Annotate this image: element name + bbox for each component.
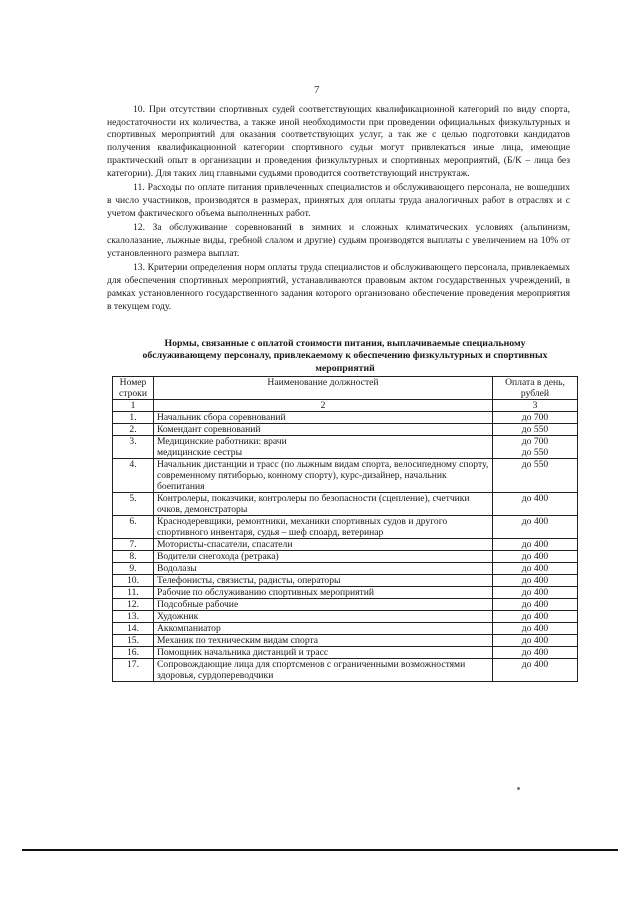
position-name: Водители снегохода (ретрака) — [154, 551, 493, 563]
daily-pay: до 400 — [493, 551, 578, 563]
table-header-row — [113, 377, 578, 400]
table-row — [113, 412, 578, 424]
table-row — [113, 493, 578, 516]
page-number: 7 — [314, 84, 320, 96]
table-row — [113, 659, 578, 682]
position-name: Водолазы — [154, 563, 493, 575]
table-row — [113, 551, 578, 563]
table-row — [113, 587, 578, 599]
daily-pay: до 400 — [493, 611, 578, 623]
row-number: 12. — [113, 599, 154, 611]
daily-pay: до 400 — [493, 623, 578, 635]
daily-pay: до 550 — [493, 459, 578, 493]
row-number: 4. — [113, 459, 154, 493]
daily-pay: до 400 — [493, 563, 578, 575]
daily-pay: до 700 — [493, 412, 578, 424]
row-number: 13. — [113, 611, 154, 623]
norms-table — [112, 376, 578, 682]
table-row — [113, 635, 578, 647]
row-number: 16. — [113, 647, 154, 659]
table-row — [113, 436, 578, 459]
position-name: Аккомпаниатор — [154, 623, 493, 635]
daily-pay: до 400 — [493, 493, 578, 516]
daily-pay: до 400 — [493, 539, 578, 551]
row-number: 9. — [113, 563, 154, 575]
row-number: 5. — [113, 493, 154, 516]
position-name: Медицинские работники: врачи медицинские сестры — [154, 436, 493, 459]
table-row — [113, 599, 578, 611]
position-name: Телефонисты, связисты, радисты, операторы — [154, 575, 493, 587]
paragraph-11: 11. Расходы по оплате питания привлеченных специалистов и обслуживающего персонала, не вошедших в число участников, производятся в размерах, принятых для оплаты труда аналогичных работ в отраслях и с учетом фактического объема выполненных работ. — [107, 182, 570, 219]
position-name: Комендант соревнований — [154, 424, 493, 436]
table-row — [113, 424, 578, 436]
row-number: 17. — [113, 659, 154, 682]
paragraph-13: 13. Критерии определения норм оплаты труда специалистов и обслуживающего персонала, привлекаемых для обеспечения спортивных мероприятий, устанавливаются правовым актом государственных учреждений, в рамках установленного государственного задания которого организовано обеспечение проведения мероприятия в текущем году. — [107, 262, 570, 312]
table-row — [113, 539, 578, 551]
row-number: 14. — [113, 623, 154, 635]
scan-speck — [517, 787, 520, 790]
daily-pay: до 400 — [493, 587, 578, 599]
paragraph-10: 10. При отсутствии спортивных судей соответствующих квалификационной категорий по виду спорта, недостаточности их количества, а также иной необходимости при проведении официальных физкультурных и спортивных мероприятий для оказания соответствующих услуг, а так же с целью подготовки кандидатов получения квалификационной категории спортивного судьи могут привлекаться иные лица, имеющие практический опыт в организации и проведения физкультурных и спортивных мероприятий, (Б/К – лица без категории). Для таких лиц главными судьями проводится соответствующий инструктаж. — [107, 104, 570, 179]
position-name: Краснодеревщики, ремонтники, механики спортивных судов и другого спортивного инвентаря, судья – шеф споард, ветеринар — [154, 516, 493, 539]
body-text — [107, 104, 570, 315]
row-number: 2. — [113, 424, 154, 436]
table-row — [113, 611, 578, 623]
table-row — [113, 516, 578, 539]
daily-pay: до 400 — [493, 659, 578, 682]
column-number: 1 — [113, 400, 154, 412]
table-row — [113, 647, 578, 659]
table-row — [113, 575, 578, 587]
position-name: Начальник дистанции и трасс (по лыжным видам спорта, велосипедному спорту, современному пятиборью, конному спорту), курс-дизайнер, начальник боепитания — [154, 459, 493, 493]
daily-pay: до 400 — [493, 575, 578, 587]
row-number: 11. — [113, 587, 154, 599]
column-number-row — [113, 400, 578, 412]
position-name: Мотористы-спасатели, спасатели — [154, 539, 493, 551]
table-row — [113, 459, 578, 493]
position-name: Подсобные рабочие — [154, 599, 493, 611]
position-name: Начальник сбора соревнований — [154, 412, 493, 424]
position-name: Сопровождающие лица для спортсменов с ограниченными возможностями здоровья, сурдопереводчики — [154, 659, 493, 682]
table-row — [113, 563, 578, 575]
row-number: 6. — [113, 516, 154, 539]
column-number: 2 — [154, 400, 493, 412]
row-number: 8. — [113, 551, 154, 563]
header-daily-pay: Оплата в день, рублей — [493, 377, 578, 400]
row-number: 10. — [113, 575, 154, 587]
daily-pay: до 700 до 550 — [493, 436, 578, 459]
position-name: Помощник начальника дистанций и трасс — [154, 647, 493, 659]
row-number: 7. — [113, 539, 154, 551]
table-title: Нормы, связанные с оплатой стоимости питания, выплачиваемые специальному обслуживающему персоналу, привлекаемому к обеспечению физкультурных и спортивных мероприятий — [142, 338, 548, 374]
table-row — [113, 623, 578, 635]
daily-pay: до 400 — [493, 516, 578, 539]
row-number: 1. — [113, 412, 154, 424]
daily-pay: до 550 — [493, 424, 578, 436]
column-number: 3 — [493, 400, 578, 412]
row-number: 15. — [113, 635, 154, 647]
paragraph-12: 12. За обслуживание соревнований в зимних и сложных климатических условиях (альпинизм, скалолазание, лыжные виды, гребной слалом и другие) судьям производятся выплаты с увеличением на 10% от установленного размера выплат. — [107, 222, 570, 259]
position-name: Механик по техническим видам спорта — [154, 635, 493, 647]
daily-pay: до 400 — [493, 647, 578, 659]
position-name: Рабочие по обслуживанию спортивных мероприятий — [154, 587, 493, 599]
row-number: 3. — [113, 436, 154, 459]
header-row-number: Номер строки — [113, 377, 154, 400]
daily-pay: до 400 — [493, 635, 578, 647]
header-position-name: Наименование должностей — [154, 377, 493, 400]
position-name: Художник — [154, 611, 493, 623]
position-name: Контролеры, показчики, контролеры по безопасности (сцепление), счетчики очков, демонстраторы — [154, 493, 493, 516]
footer-divider — [22, 849, 618, 851]
table-body — [113, 412, 578, 682]
daily-pay: до 400 — [493, 599, 578, 611]
